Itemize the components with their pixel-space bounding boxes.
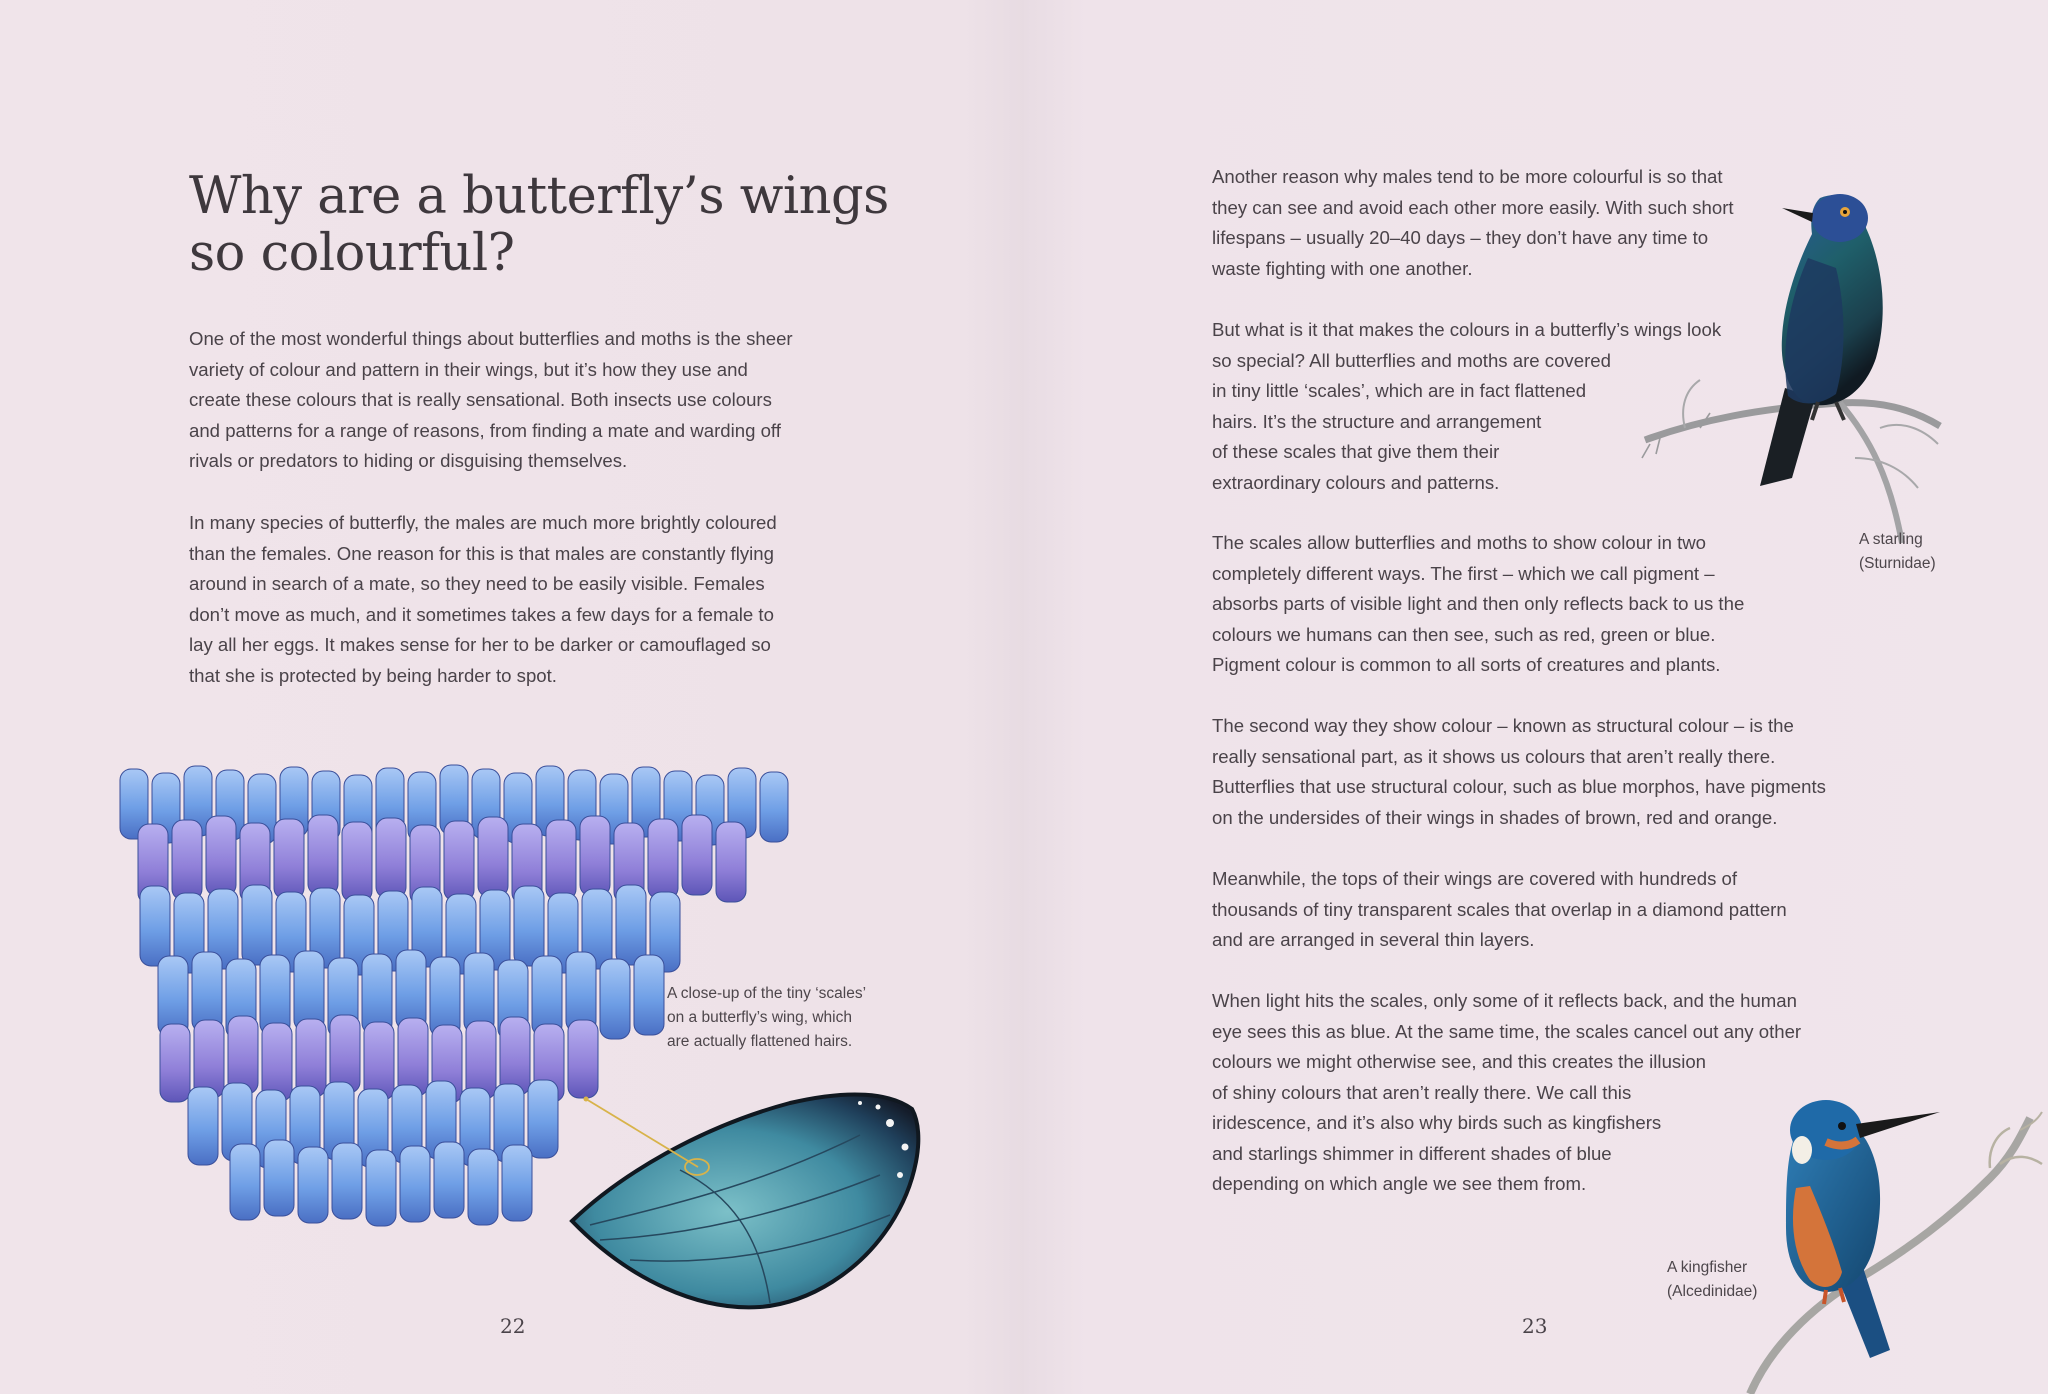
- text-line: lifespans – usually 20–40 days – they don’t have any time to: [1212, 227, 1709, 248]
- starling-illustration: [1640, 158, 1980, 548]
- text-line: colours we might otherwise see, and this creates the illusion: [1212, 1051, 1707, 1072]
- scale-tile: [398, 1018, 428, 1096]
- scale-tile: [172, 820, 202, 900]
- caption-line: A kingfisher: [1667, 1259, 1748, 1276]
- text-line: that she is protected by being harder to spot.: [189, 664, 557, 686]
- text-line: and starlings shimmer in different shades of blue: [1212, 1142, 1612, 1164]
- text-line: on the undersides of their wings in shades of brown, red and orange.: [1212, 806, 1778, 828]
- text-line: Another reason why males tend to be more colourful is so that: [1212, 166, 1723, 187]
- scale-tile: [600, 959, 630, 1039]
- text-line: The second way they show colour – known as structural colour – is the: [1212, 715, 1794, 736]
- scale-tile: [332, 1143, 362, 1219]
- text-line: they can see and avoid each other more easily. With such short: [1212, 196, 1734, 218]
- text-line: But what is it that makes the colours in a butterfly’s wings look: [1212, 319, 1722, 340]
- scale-tile: [760, 772, 788, 842]
- text-line: absorbs parts of visible light and then only reflects back to us the: [1212, 593, 1745, 614]
- text-line: One of the most wonderful things about butterflies and moths is the sheer: [189, 328, 793, 349]
- text-line: of shiny colours that aren’t really there. We call this: [1212, 1081, 1632, 1103]
- text-line: really sensational part, as it shows us colours that aren’t really there.: [1212, 745, 1776, 767]
- scale-tile: [228, 1016, 258, 1094]
- scale-tile: [308, 815, 338, 895]
- text-line: and are arranged in several thin layers.: [1212, 929, 1535, 950]
- caption-line: A close-up of the tiny ‘scales’: [667, 985, 867, 1002]
- scale-tile: [478, 817, 508, 897]
- text-line: depending on which angle we see them from.: [1212, 1173, 1587, 1194]
- caption-line: (Sturnidae): [1859, 555, 1936, 572]
- scales-caption: [667, 982, 866, 1054]
- text-line: rivals or predators to hiding or disguising themselves.: [189, 450, 628, 471]
- scale-tile: [274, 819, 304, 899]
- right-paragraph-6: [1212, 986, 1801, 1200]
- scale-tile: [616, 885, 646, 965]
- scale-tile: [648, 819, 678, 899]
- scale-tile: [514, 886, 544, 966]
- text-line: don’t move as much, and it sometimes takes a few days for a female to: [189, 603, 774, 625]
- text-line: in tiny little ‘scales’, which are in fact flattened: [1212, 380, 1587, 401]
- text-line: waste fighting with one another.: [1212, 257, 1473, 279]
- scale-tile: [466, 1021, 496, 1099]
- scale-tile: [366, 1150, 396, 1226]
- title-line: Why are a butterfly’s wings: [189, 167, 889, 226]
- scale-tile: [264, 1140, 294, 1216]
- scale-tile: [580, 816, 610, 896]
- scale-tile: [330, 1015, 360, 1093]
- scale-tile: [364, 1022, 394, 1100]
- page-title: [189, 168, 889, 282]
- text-line: so special? All butterflies and moths are covered: [1212, 349, 1611, 371]
- text-line: Pigment colour is common to all sorts of creatures and plants.: [1212, 654, 1721, 675]
- scale-tile: [434, 1142, 464, 1218]
- text-line: than the females. One reason for this is that males are constantly flying: [189, 542, 774, 564]
- caption-line: on a butterfly’s wing, which: [667, 1009, 852, 1026]
- text-line: hairs. It’s the structure and arrangement: [1212, 410, 1542, 432]
- scale-tile: [206, 816, 236, 896]
- scale-tile: [342, 822, 372, 902]
- scale-tile: [500, 1017, 530, 1095]
- text-line: The scales allow butterflies and moths to show colour in two: [1212, 532, 1707, 553]
- scale-tile: [468, 1149, 498, 1225]
- text-line: thousands of tiny transparent scales that overlap in a diamond pattern: [1212, 898, 1787, 920]
- scale-tile: [140, 886, 170, 966]
- scale-tile: [546, 820, 576, 900]
- scale-tile: [634, 955, 664, 1035]
- scale-tile: [230, 1144, 260, 1220]
- starling-caption: [1859, 528, 1936, 576]
- text-line: When light hits the scales, only some of it reflects back, and the human: [1212, 990, 1797, 1011]
- title-line: so colourful?: [189, 224, 515, 283]
- scale-tile: [188, 1087, 218, 1165]
- text-line: colours we humans can then see, such as red, green or blue.: [1212, 623, 1716, 645]
- kingfisher-caption: [1667, 1256, 1757, 1304]
- caption-line: A starling: [1859, 531, 1923, 548]
- text-line: In many species of butterfly, the males are much more brightly coloured: [189, 512, 777, 533]
- text-line: completely different ways. The first – which we call pigment –: [1212, 562, 1715, 584]
- scale-tile: [262, 1023, 292, 1101]
- text-line: lay all her eggs. It makes sense for her to be darker or camouflaged so: [189, 634, 771, 655]
- scale-tile: [194, 1020, 224, 1098]
- scale-tile: [444, 821, 474, 901]
- scale-tile: [400, 1146, 430, 1222]
- text-line: iridescence, and it’s also why birds such as kingfishers: [1212, 1112, 1662, 1133]
- caption-line: are actually flattened hairs.: [667, 1033, 853, 1050]
- text-line: Butterflies that use structural colour, such as blue morphos, have pigments: [1212, 776, 1826, 797]
- caption-line: (Alcedinidae): [1667, 1283, 1758, 1300]
- scale-tile: [298, 1147, 328, 1223]
- text-line: eye sees this as blue. At the same time, the scales cancel out any other: [1212, 1020, 1802, 1042]
- scale-tile: [528, 1080, 558, 1158]
- scale-tile: [502, 1145, 532, 1221]
- right-paragraph-3: [1212, 528, 1744, 681]
- text-line: and patterns for a range of reasons, from finding a mate and warding off: [189, 419, 781, 441]
- scale-tile: [682, 815, 712, 895]
- page-number-right: 23: [1522, 1314, 1548, 1338]
- pointer-line: [580, 1095, 720, 1185]
- scale-tile: [296, 1019, 326, 1097]
- text-line: variety of colour and pattern in their wings, but it’s how they use and: [189, 358, 748, 380]
- page-number-left: 22: [500, 1314, 526, 1338]
- right-paragraph-4: [1212, 711, 1826, 833]
- right-paragraph-5: [1212, 864, 1787, 956]
- text-line: create these colours that is really sensational. Both insects use colours: [189, 389, 772, 410]
- text-line: extraordinary colours and patterns.: [1212, 471, 1500, 493]
- scale-tile: [376, 818, 406, 898]
- scale-tile: [716, 822, 746, 902]
- scale-tile: [160, 1024, 190, 1102]
- text-line: Meanwhile, the tops of their wings are covered with hundreds of: [1212, 868, 1738, 889]
- left-paragraph-1: [189, 324, 793, 477]
- scale-tile: [242, 885, 272, 965]
- kingfisher-illustration: [1730, 1068, 2048, 1394]
- text-line: of these scales that give them their: [1212, 441, 1500, 462]
- text-line: around in search of a mate, so they need to be easily visible. Females: [189, 573, 765, 594]
- left-paragraph-2: [189, 508, 777, 691]
